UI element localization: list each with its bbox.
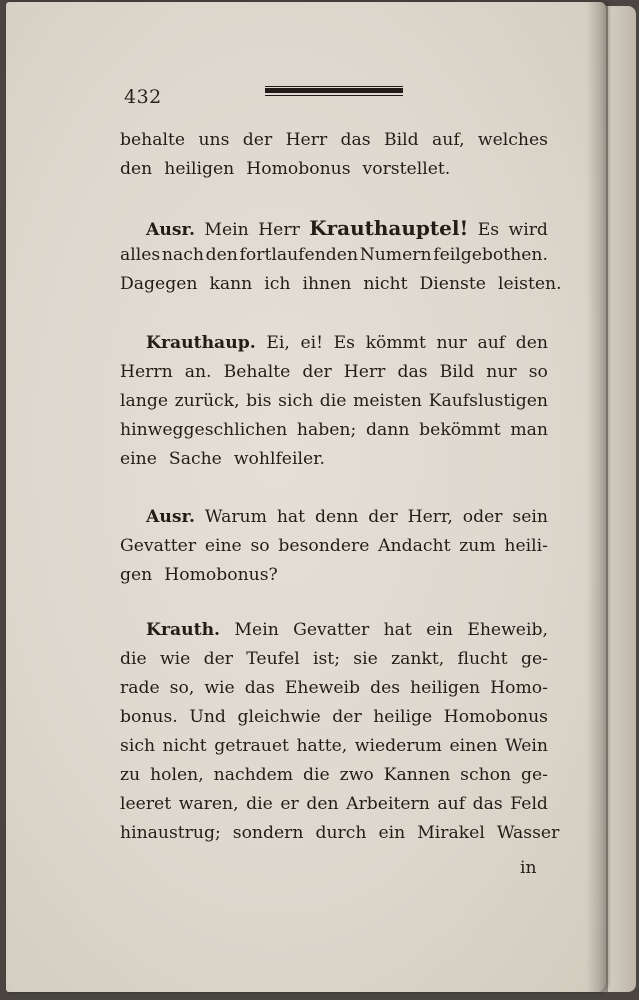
text-line: Gevatter eine so besondere Andacht zum heili- [120, 536, 548, 556]
text-line: hinaustrug; sondern durch ein Mirakel Wasser [120, 823, 560, 843]
text-line: Krauthaup. Ei, ei! Es kömmt nur auf den [146, 333, 548, 353]
text-line: sich nicht getrauet hatte, wiederum einen Wein [120, 736, 548, 756]
text-line: alles nach den fortlaufenden Numern feilgebothen. [120, 245, 548, 265]
text-line: zu holen, nachdem die zwo Kannen schon ge- [120, 765, 548, 785]
text-line: Ausr. Warum hat denn der Herr, oder sein [146, 507, 548, 527]
text-line: behalte uns der Herr das Bild auf, welches [120, 130, 548, 150]
catchword: in [520, 858, 537, 878]
page-number: 432 [124, 86, 162, 108]
text-line: lange zurück, bis sich die meisten Kaufslustigen [120, 391, 548, 411]
text-line: rade so, wie das Eheweib des heiligen Homo- [120, 678, 548, 698]
speaker-name: Ausr. [146, 507, 195, 527]
text-line: eine Sache wohlfeiler. [120, 449, 325, 469]
text-line: Ausr. Mein Herr Krauthauptel! Es wird [146, 216, 548, 240]
text-line: den heiligen Homobonus vorstellet. [120, 159, 451, 179]
text-line: bonus. Und gleichwie der heilige Homobonus [120, 707, 548, 727]
text-line: Krauth. Mein Gevatter hat ein Eheweib, [146, 620, 548, 640]
text-line: hinweggeschlichen haben; dann bekömmt man [120, 420, 548, 440]
text-line: Dagegen kann ich ihnen nicht Dienste leisten. [120, 274, 562, 294]
header-rule [265, 86, 403, 96]
text-line: die wie der Teufel ist; sie zankt, flucht ge- [120, 649, 548, 669]
speaker-name: Krauth. [146, 620, 221, 640]
speaker-name: Ausr. [146, 220, 195, 240]
page-edge-shadow [586, 2, 608, 992]
text-line: leeret waren, die er den Arbeitern auf das Feld [120, 794, 548, 814]
text-line: gen Homobonus? [120, 565, 278, 585]
text-line: Herrn an. Behalte der Herr das Bild nur so [120, 362, 548, 382]
speaker-name: Krauthaup. [146, 333, 256, 353]
